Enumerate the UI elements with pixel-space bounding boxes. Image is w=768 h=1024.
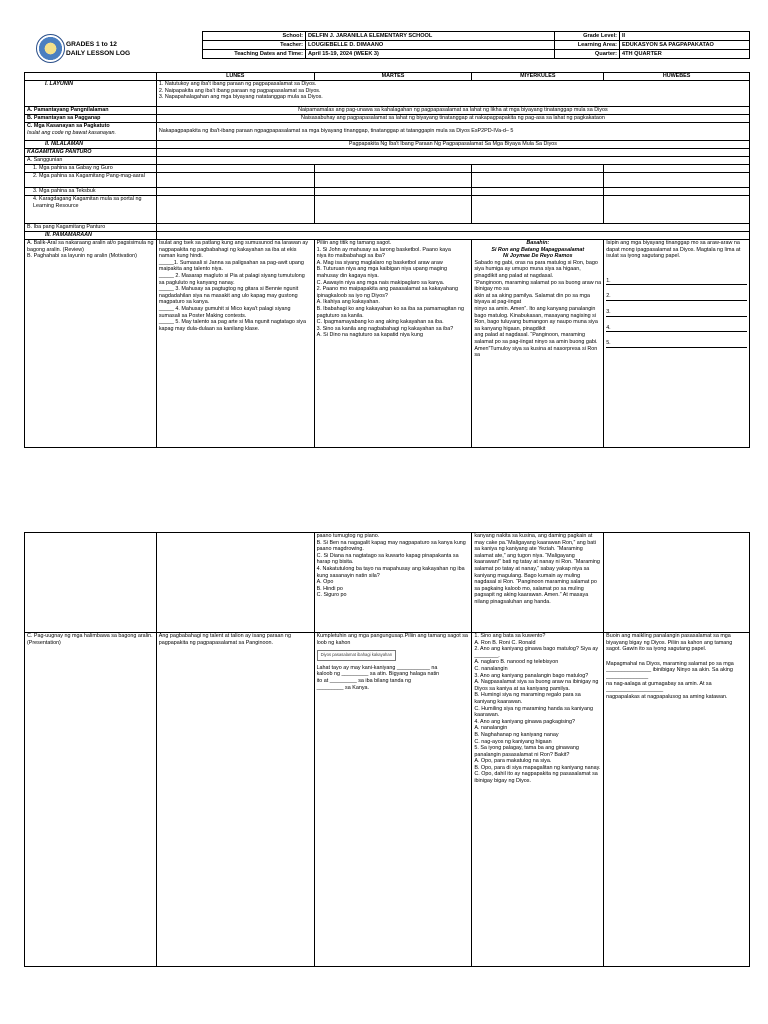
word-choices-box: Diyos pasasalamat ibahagi kakayahan [317, 650, 396, 661]
answer-line-5: 5. [606, 340, 747, 348]
martes-c-content: Kumpletuhin ang mga pangungusap.Piliin ang tamang sagot sa loob ng kahon Diyos pasasalamat ibahagi kakayahan Lahat tayo ay may kani-kaniyang ___________ na kaloob ng _________ sa atin. Bigyang halaga natin ito at _________ sa iba bilang tanda ng _________ sa Kanya. [314, 633, 472, 967]
story-heading: Basahin: [526, 240, 550, 246]
layunin-list: 1. Natutukoy ang iba't ibang paraan ng pagpapasalamat sa Diyos. 2. Naipapakita ang iba't ibang paraan ng pagpapasalamat sa Diyos. 3. Napapahalagahan ang mga biyayang natatanggap mula sa Diyos. [156, 81, 749, 107]
lunes-ab-content: Isulat ang tsek sa patlang kung ang sumusunod na larawan ay nagpapakita ng pagbabahagi ng kakayahan sa iba at ekis naman kung hindi. _____1. Sumasali si Janna sa paligsahan sa pag-awit upang maipakita ang talento niya. _____ 2. Masarap magluto si Pia at palagi siyang tumutulong sa pagluluto ng kanyang nanay. _____ 3. Mahusay sa pagtugtog ng gitara si Bennie ngunit nagdadahilan siya na masakit ang ulo kapag may gustong magpaturo sa kanya. _____ 4. Mahusay gumuhit si Mico kaya't palagi siyang sumasali sa Poster Making contests. _____ 5. May talento sa pag arte si Mia ngunit nagtatago siya kapag may dula-dulaan sa kanilang klase. [156, 240, 314, 448]
day-header-miyerkules: MIYERKULES [472, 73, 604, 81]
pamamaraan-c: C. Pag-uugnay ng mga halimbawa sa bagong aralin.(Presentation) [25, 633, 157, 967]
miyerkules-c-content: 1. Sino ang bata sa kuwento? A. Ron B. Roni C. Ronald 2. Ano ang kaniyang ginawa bago matulog? Siya ay ________. A. naglaro B. nanood ng telebisyon C. nanalangin 3. Ano ang kaniyang panalangin bago matulog? A. Nagpasalamat siya sa buong araw na ibinigay ng Diyos sa kaniya at sa kaniyang pamilya. B. Humingi siya ng maraming regalo para sa kaniyang kaarawan. C. Humiling siya ng maraming handa sa kaniyang kaarawan. 4. Ano ang kaniyang ginawa pagkagising? A. nanalangin B. Naghahanap ng kaniyang nanay C. nag-ayos ng kaniyang higaan 5. Sa iyong palagay, tama ba ang ginawang panalangin pasasalamat ni Ron? Bakit? A. Opo, para makatulog na siya. B. Opo, para di siya mapagalitan ng kaniyang nanay. C. Opo, dahil ito ay nagpapakita ng pasasalamat sa ibinigay bigay ng Diyos. [472, 633, 604, 967]
document-title: GRADES 1 to 12 DAILY LESSON LOG [66, 41, 131, 57]
lesson-log-table-page1: LUNES MARTES MIYERKULES HUWEBES I. LAYUNIN 1. Natutukoy ang iba't ibang paraan ng pagpapasalamat sa Diyos. 2. Naipapakita ang iba't ibang paraan ng pagpapasalamat sa Diyos. 3. Napapahalagahan ang mga biyayang natatanggap mula sa Diyos. A. Pamantayang Pangnilalaman Naipamamalas ang pag-unawa sa kahalagahan ng pagpapasalamat sa lahat ng likha at mga biyayang tinatanggap mula sa Diyos B. Pamantayan sa Pagganap Naisasabuhay ang pagpapasalamat sa lahat ng biyayang tinatanggap at nakapagpapakita ng pag-asa sa lahat ng pagkakataon C. Mga Kasanayan sa Pagkatuto Isulat ang code ng bawat kasanayan. Nakapagpapakita ng iba't-ibang paraan ngpagpapasalamat sa mga biyayang tinanggap, tinatanggap at tatanggapin mula sa Diyos EsP2PD-IVa-d– 5 II. NILALAMAN Pagpapakita Ng Iba't Ibang Paraan Ng Pagpapasalamat Sa Mga Biyaya Mula Sa Diyos KAGAMITANG PANTURO A. Sanggunian 1. Mga pahina sa Gabay ng Guro 2. Mga pahina sa Kagamitang Pang-mag-aaral 3. Mga pahina sa Teksbuk 4. Karagdagang Kagamitan mula sa portal ng Learning Resource B. Iba pang Kagamitang Panturo III. PAMAMARAAN A. Balik-Aral sa nakaraang aralin at/o pagsisimula ng bagong aralin. (Review) B. Paghahabi sa layunin ng aralin (Motivation) Isulat ang tsek sa patlang kung ang sumusunod na larawan ay nagpapakita ng pagbabahagi ng kakayahan sa iba at ekis naman kung hindi. _____1. Sumasali si Janna sa paligsahan sa pag-awit upang maipakita ang talento niya. _____ 2. Masarap magluto si Pia at palagi siyang tumutulong sa pagluluto ng kanyang nanay. _____ 3. Mahusay sa pagtugtog ng gitara si Bennie ngunit nagdadahilan siya na masakit ang ulo kapag may gustong magpaturo sa kanya. _____ 4. Mahusay gumuhit si Mico kaya't palagi siyang sumasali sa Poster Making contests. _____ 5. May talento sa pag arte si Mia ngunit nagtatago siya kapag may dula-dulaan sa kanilang klase. Piliin ang titik ng tamang sagot. 1. Si John ay mahusay sa larong basketbol. Paano kaya niya ito maibabahagi sa iba? A. Mag isa siyang maglalaro ng basketbol araw araw B. Tuturuan niya ang mga kaibigan niya upang maging mahusay din kagaya niya. C. Aawayin niya ang mga nais makipaglaro sa kanya. 2. Paano mo maipapakita ang pasasalamat sa kakayahang ipinagkaloob sa iyo ng Diyos? A. Ikahiya ang kakayahan. B. Ibabahagi ko ang kakayahan ko sa iba sa pamamagitan ng pagtuturo sa kanila. C. Ipagmamayabang ko ang aking kakayahan sa iba. 3. Sino sa kanila ang nagbabahagi ng kakayahan sa iba? A. Si Dino na nagtuturo sa kapatid niya kung Basahin: Si Ron ang Batang Mapagpasalamat Ni Joymae De Reyo Ramos Sabado ng gabi, oras na para matulog si Ron, bago siya humiga ay umupo muna siya sa higaan, pinagdikit ang palad at nagdasal. “Panginoon, maraming salamat po sa buong araw na ibinigay mo sa akin at sa aking pamilya. Salamat din po sa mga biyaya at pag-iingat ninyo sa amin. Amen”. Ito ang kanyang panalangin bago matulog. Kinabukasan, masayang nagising si Ron, bago tuluyang bumangon ay naupo muna siya sa kanyang higaan, pinagdikit ang palad at nagdasal. “Panginoon, maraming salamat po sa pag-iingat ninyo sa amin buong gabi. Amen”Tumuloy siya sa kusina at nasorpresa si Ron sa Isipin ang mga biyayang tinanggap mo sa araw-araw na dapat mong ipagpasalamat sa Diyos. Magtala ng lima at isulat sa iyong sagutang papel. 1. 2. 3. 4. 5. [24, 72, 750, 448]
huwebes-ab-content: Isipin ang mga biyayang tinanggap mo sa araw-araw na dapat mong ipagpasalamat sa Diyos. Magtala ng lima at isulat sa iyong sagutang papel. 1. 2. 3. 4. 5. [604, 240, 750, 448]
section-layunin: I. LAYUNIN [25, 81, 157, 107]
section-pamantayang-pangnilalaman: A. Pamantayang Pangnilalaman [25, 107, 157, 115]
day-header-lunes: LUNES [156, 73, 314, 81]
huwebes-c-content: Buoin ang maikling panalangin pasasalamat sa mga biyayang bigay ng Diyos. Piliin sa kahon ang tamang sagot. Gawin ito sa iyong sagutang papel. Mapagmahal na Diyos, maraming salamat po sa mga _______________ ibinibigay Ninyo sa akin. Sa aking ______________ na nag-aalaga at gumagabay sa amin. At sa ___________________ nagpapalakas at nagpapalusog sa aming katawan. [604, 633, 750, 967]
story-author: Ni Joymae De Reyo Ramos [503, 253, 573, 260]
section-pamantayan-pagganap: B. Pamantayan sa Pagganap [25, 115, 157, 123]
day-header-martes: MARTES [314, 73, 472, 81]
martes-ab-content: Piliin ang titik ng tamang sagot. 1. Si John ay mahusay sa larong basketbol. Paano kaya niya ito maibabahagi sa iba? A. Mag isa siyang maglalaro ng basketbol araw araw B. Tuturuan niya ang mga kaibigan niya upang maging mahusay din kagaya niya. C. Aawayin niya ang mga nais makipaglaro sa kanya. 2. Paano mo maipapakita ang pasasalamat sa kakayahang ipinagkaloob sa iyo ng Diyos? A. Ikahiya ang kakayahan. B. Ibabahagi ko ang kakayahan ko sa iba sa pamamagitan ng pagtuturo sa kanila. C. Ipagmamayabang ko ang aking kakayahan sa iba. 3. Sino sa kanila ang nagbabahagi ng kakayahan sa iba? A. Si Dino na nagtuturo sa kapatid niya kung [314, 240, 472, 448]
sanggunian: A. Sanggunian [25, 157, 157, 165]
answer-line-3: 3. [606, 309, 747, 317]
lesson-log-table-page2 [24, 532, 750, 967]
section-kasanayan: C. Mga Kasanayan sa Pagkatuto Isulat ang code ng bawat kasanayan. [25, 123, 157, 141]
section-pamamaraan: III. PAMAMARAAN [25, 232, 157, 240]
story-title: Si Ron ang Batang Mapagpasalamat [491, 246, 585, 253]
section-kagamitang-panturo: KAGAMITANG PANTURO [25, 149, 157, 157]
answer-line-4: 4. [606, 325, 747, 333]
lunes-c-content: Ang pagbabahagi ng talent at talion ay isang paraan ng pagpapakita ng pagpapasalamat sa Panginoon. [156, 633, 314, 967]
deped-seal-logo [36, 34, 65, 63]
miyerkules-ab-continued: kanyang nakita sa kusina, ang daming pagkain at may cake pa.“Maligayang kaarawan Ron,” ang bati sa kaniya ng kaniyang ate Yeziah. “Maraming salamat ate,” ang tugon niya. “Maligayang kaarawan!” bati ng tatay at nanay ni Ron. “Maraming salamat po tatay at nanay,” sabay yakap niya sa kaniyang magulang. Bago kumain ay muling nagdasal si Ron. “Panginoon maraming salamat po sa pagkaing kaloob mo, salamat po sa muling pagsapit ng aking kaarawan. Amen.” At masaya nilang pinagsaluhan ang handa. [472, 533, 604, 633]
answer-line-1: 1. [606, 278, 747, 286]
martes-ab-continued: paano tumugtog ng piano. B. Si Ben na nagagalit kapag may nagpapaturo sa kanya kung paano magdrowing. C. Si Diana na nagtatago sa kuwarto kapag pinapakanta sa harap ng bisita. 4. Nakatutulong ba tayo na mapahusay ang kakayahan ng iba kung sasanayin natin sila? A. Opo B. Hindi po C. Siguro po [314, 533, 472, 633]
iba-pang-kagamitan: B. Iba pang Kagamitang Panturo [25, 224, 157, 232]
section-nilalaman: II. NILALAMAN [25, 141, 157, 149]
miyerkules-ab-content: Basahin: Si Ron ang Batang Mapagpasalamat Ni Joymae De Reyo Ramos Sabado ng gabi, oras na para matulog si Ron, bago siya humiga ay umupo muna siya sa higaan, pinagdikit ang palad at nagdasal. “Panginoon, maraming salamat po sa buong araw na ibinigay mo sa akin at sa aking pamilya. Salamat din po sa mga biyaya at pag-iingat ninyo sa amin. Amen”. Ito ang kanyang panalangin bago matulog. Kinabukasan, masayang nagising si Ron, bago tuluyang bumangon ay naupo muna siya sa kanyang higaan, pinagdikit ang palad at nagdasal. “Panginoon, maraming salamat po sa pag-iingat ninyo sa amin buong gabi. Amen”Tumuloy siya sa kusina at nasorpresa si Ron sa [472, 240, 604, 448]
pamamaraan-ab: A. Balik-Aral sa nakaraang aralin at/o pagsisimula ng bagong aralin. (Review) B. Paghahabi sa layunin ng aralin (Motivation) [25, 240, 157, 448]
answer-line-2: 2. [606, 293, 747, 301]
header-info-table: School: DELFIN J. JARANILLA ELEMENTARY SCHOOL Grade Level: II Teacher: LOUGIEBELLE D. DIMAANO Learning Area: EDUKASYON SA PAGPAPAKATAO Teaching Dates and Time: April 15-19, 2024 (WEEK 3) Quarter: 4TH QUARTER [202, 31, 750, 59]
day-header-huwebes: HUWEBES [604, 73, 750, 81]
